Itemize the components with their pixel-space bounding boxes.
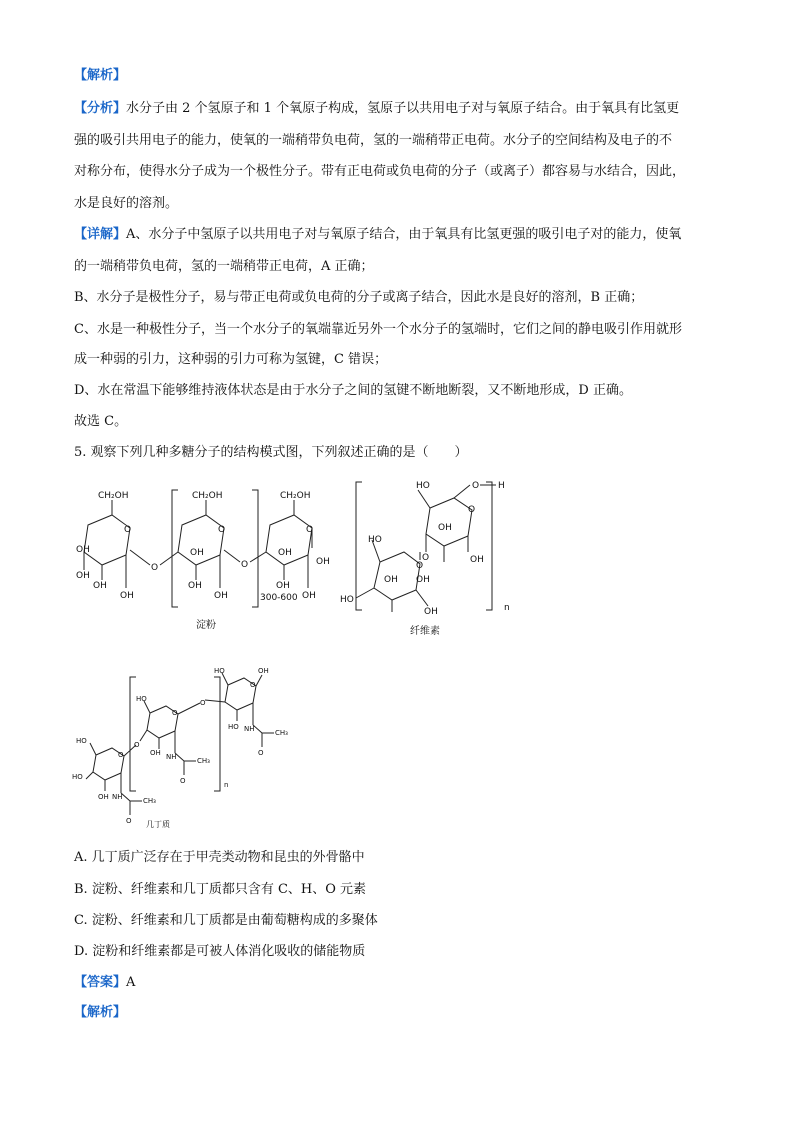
chitin-ch3-2: CH₃ [197,757,210,765]
option-b: B. 淀粉、纤维素和几丁质都只含有 C、H、O 元素 [74,882,367,897]
cellulose-oh-3: OH [384,575,398,585]
option-a: A. 几丁质广泛存在于甲壳类动物和昆虫的外骨骼中 [74,850,365,865]
cellulose-oh-1: OH [438,523,452,533]
cellulose-o-top: O [472,481,480,491]
starch-oh-5: OH [190,548,204,558]
starch-oh-4: OH [120,591,134,601]
starch-ring-o-2: O [218,525,226,535]
chitin-ch3-3: CH₃ [275,729,288,737]
starch-repeat-label: 300-600 [260,593,298,603]
chitin-ho-1: HO [76,737,87,745]
analysis-line-4: 水是良好的溶剂。 [74,196,179,211]
chitin-o-1: O [126,817,132,825]
starch-caption: 淀粉 [196,620,216,631]
starch-oh-10: OH [302,591,316,601]
question-analysis-heading: 【解析】 [74,1005,127,1020]
polysaccharide-figure-top [0,470,794,640]
answer-value: A [126,975,136,990]
cellulose-ring-o-2: O [416,561,424,571]
chitin-caption: 几丁质 [146,820,170,829]
cellulose-caption: 纤维素 [410,626,440,637]
chitin-ho-3: HO [136,695,147,703]
detail-line-3: B、水分子是极性分子，易与带正电荷或负电荷的分子或离子结合，因此水是良好的溶剂，B 正确； [74,290,644,305]
detail-line-2: 的一端稍带负电荷，氢的一端稍带正电荷，A 正确； [74,259,374,274]
chitin-ho-2: HO [72,773,83,781]
question-stem: 5. 观察下列几种多糖分子的结构模式图，下列叙述正确的是（ ） [74,445,468,460]
starch-link-o-2: O [241,560,249,570]
chitin-link-o-2: O [200,699,206,707]
starch-ch2oh-2: CH₂OH [192,491,223,501]
detail-line-7: 故选 C。 [74,414,128,429]
chitin-ch3-1: CH₃ [143,797,156,805]
starch-link-o-1: O [151,563,159,573]
starch-ring-o-3: O [306,525,314,535]
cellulose-ho-3: HO [340,595,354,605]
analysis-line-1 [74,101,724,117]
detail-tag: 【详解】 [74,227,127,242]
cellulose-link-o: O [422,553,430,563]
starch-ring-o-1: O [124,525,132,535]
chitin-oh-1: OH [98,793,109,801]
analysis-tag: 【分析】 [74,101,127,116]
cellulose-oh-2: OH [470,555,484,565]
analysis-line-2: 强的吸引共用电子的能力，使氧的一端稍带负电荷，氢的一端稍带正电荷。水分子的空间结构及电子的不 [74,133,673,148]
starch-oh-6: OH [188,581,202,591]
chitin-figure [0,655,794,835]
chitin-n-label: n [224,781,229,789]
chitin-ring-o-a: O [118,751,124,759]
starch-ch2oh-1: CH₂OH [98,491,129,501]
analysis-text: 水分子由 2 个氢原子和 1 个氧原子构成，氢原子以共用电子对与氧原子结合。由于氧具有比氢更 [126,101,680,116]
starch-oh-8: OH [278,548,292,558]
chitin-nh-2: NH [166,753,177,761]
cellulose-oh-4: OH [416,575,430,585]
starch-oh-7: OH [214,591,228,601]
detail-line-6: D、水在常温下能够维持液体状态是由于水分子之间的氢键不断地断裂，又不断地形成，D 正确。 [74,383,632,398]
option-c: C. 淀粉、纤维素和几丁质都是由葡萄糖构成的多聚体 [74,913,378,928]
option-d: D. 淀粉和纤维素都是可被人体消化吸收的储能物质 [74,944,366,959]
starch-ch2oh-3: CH₂OH [280,491,311,501]
chitin-oh-2: OH [150,749,161,757]
answer-line [74,975,724,991]
starch-oh-1: OH [76,545,90,555]
chitin-ho-5: HO [228,723,239,731]
cellulose-h-label: H [498,481,505,491]
analysis-heading: 【解析】 [74,68,127,83]
starch-oh-9: OH [276,581,290,591]
chitin-o-3: O [258,749,264,757]
starch-oh-11: OH [316,557,330,567]
chitin-oh-3: OH [258,667,269,675]
detail-line-5: 成一种弱的引力，这种弱的引力可称为氢键，C 错误； [74,352,388,367]
cellulose-ring-o-1: O [468,505,476,515]
starch-oh-3: OH [93,581,107,591]
chitin-ho-4: HO [214,667,225,675]
detail-line-4: C、水是一种极性分子，当一个水分子的氧端靠近另外一个水分子的氢端时，它们之间的静电吸引作用就形 [74,322,682,337]
cellulose-n-label: n [504,603,510,613]
answer-tag: 【答案】 [74,975,127,990]
chitin-nh-3: NH [244,725,255,733]
cellulose-ho-2: HO [368,535,382,545]
starch-oh-2: OH [76,571,90,581]
chitin-ring-o-c: O [250,681,256,689]
detail-text: A、水分子中氢原子以共用电子对与氧原子结合，由于氧具有比氢更强的吸引电子对的能力，使氧 [126,227,682,242]
chitin-link-o-1: O [134,741,140,749]
analysis-line-3: 对称分布，使得水分子成为一个极性分子。带有正电荷或负电荷的分子（或离子）都容易与水结合，因此， [74,164,686,179]
cellulose-ho-1: HO [416,481,430,491]
chitin-o-2: O [180,777,186,785]
chitin-ring-o-b: O [172,709,178,717]
cellulose-oh-5: OH [424,607,438,617]
detail-line-1 [74,227,724,243]
chitin-nh-1: NH [112,793,123,801]
